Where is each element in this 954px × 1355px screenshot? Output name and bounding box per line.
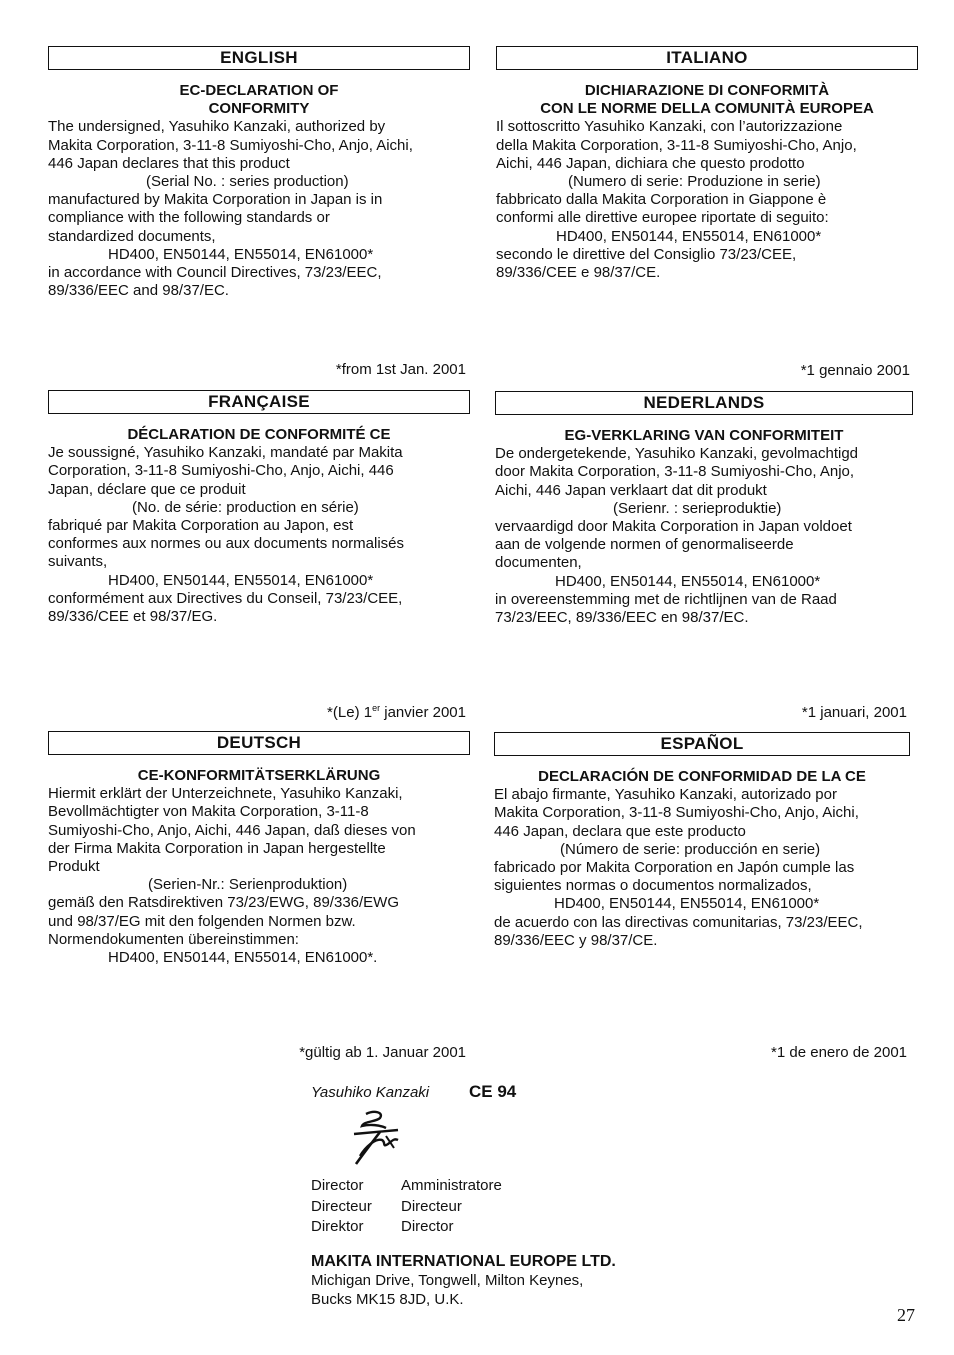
deutsch-standards: HD400, EN50144, EN55014, EN61000*.: [108, 949, 378, 967]
espanol-subtitle: DECLARACIÓN DE CONFORMIDAD DE LA CE: [538, 768, 866, 785]
company-name: MAKITA INTERNATIONAL EUROPE LTD.: [311, 1253, 616, 1270]
francaise-footnote-suffix: janvier 2001: [380, 704, 466, 721]
signatory-titles-right: Amministratore Directeur Director: [401, 1177, 502, 1235]
nederlands-paragraph-3: in overeenstemming met de richtlijnen van de Raad 73/23/EEC, 89/336/EEC en 98/37/EC.: [495, 590, 837, 627]
espanol-serial: (Número de serie: producción en serie): [560, 840, 821, 858]
nederlands-serial: (Serienr. : serieproduktie): [613, 499, 782, 517]
ce-mark: CE 94: [469, 1082, 517, 1101]
francaise-heading: FRANÇAISE: [48, 390, 470, 414]
deutsch-section: [48, 731, 470, 967]
espanol-footnote: *1 de enero de 2001: [771, 1044, 907, 1061]
signature-image: [336, 1108, 426, 1170]
italiano-paragraph-2: fabbricato dalla Makita Corporation in Giappone è conformi alle direttive europee riportate di seguito:: [496, 191, 829, 227]
nederlands-paragraph-2: vervaardigd door Makita Corporation in Japan voldoet aan de volgende normen of genormaliseerde documenten,: [495, 518, 852, 572]
francaise-footnote-superscript: er: [372, 703, 381, 713]
italiano-paragraph-3: secondo le direttive del Consiglio 73/23/CEE, 89/336/CEE e 98/37/CE.: [496, 245, 797, 282]
english-paragraph-1: The undersigned, Yasuhiko Kanzaki, authorized by Makita Corporation, 3-11-8 Sumiyoshi-Cho, Anjo, Aichi, 446 Japan declares that this product: [48, 118, 413, 172]
deutsch-paragraph-1: Hiermit erklärt der Unterzeichnete, Yasuhiko Kanzaki, Bevollmächtigter von Makita Corporation, 3-11-8 Sumiyoshi-Cho, Anjo, Aichi, 446 Japan, daß dieses von der Firma Makita Corporation in Japan hergestellte Produkt: [48, 785, 416, 876]
espanol-paragraph-3: de acuerdo con las directivas comunitarias, 73/23/EEC, 89/336/EEC y 98/37/CE.: [494, 913, 863, 949]
deutsch-footnote: *gültig ab 1. Januar 2001: [299, 1044, 466, 1061]
nederlands-section: [495, 391, 913, 627]
espanol-paragraph-1: El abajo firmante, Yasuhiko Kanzaki, autorizado por Makita Corporation, 3-11-8 Sumiyoshi-Cho, Anjo, Aichi, 446 Japan, declara que este producto: [494, 786, 859, 840]
deutsch-serial: (Serien-Nr.: Serienproduktion): [148, 876, 348, 894]
francaise-paragraph-3: conformément aux Directives du Conseil, 73/23/CEE, 89/336/CEE et 98/37/EG.: [48, 589, 403, 626]
francaise-standards: HD400, EN50144, EN55014, EN61000*: [108, 571, 374, 589]
english-paragraph-3: in accordance with Council Directives, 73/23/EEC, 89/336/EEC and 98/37/EC.: [48, 264, 382, 300]
italiano-standards: HD400, EN50144, EN55014, EN61000*: [556, 227, 822, 245]
italiano-heading: ITALIANO: [496, 46, 918, 70]
english-serial: (Serial No. : series production): [146, 173, 349, 191]
nederlands-heading: NEDERLANDS: [495, 391, 913, 415]
italiano-serial: (Numero di serie: Produzione in serie): [568, 173, 821, 191]
francaise-subtitle: DÉCLARATION DE CONFORMITÉ CE: [127, 426, 391, 443]
deutsch-paragraph-2: gemäß den Ratsdirektiven 73/23/EWG, 89/336/EWG und 98/37/EG mit den folgenden Normen bzw. Normendokumenten übereinstimmen:: [48, 894, 399, 948]
italiano-section: [496, 46, 918, 282]
espanol-standards: HD400, EN50144, EN55014, EN61000*: [554, 895, 820, 913]
italiano-subtitle: DICHIARAZIONE DI CONFORMITÀ CON LE NORME DELLA COMUNITÀ EUROPEA: [540, 82, 874, 118]
espanol-paragraph-2: fabricado por Makita Corporation en Japón cumple las siguientes normas o documentos normalizados,: [494, 859, 855, 895]
francaise-paragraph-2: fabriqué par Makita Corporation au Japon, est conformes aux normes ou aux documents normalisés suivants,: [48, 517, 405, 571]
company-address: Michigan Drive, Tongwell, Milton Keynes, Bucks MK15 8JD, U.K.: [311, 1272, 584, 1308]
english-subtitle: EC-DECLARATION OF CONFORMITY: [179, 82, 339, 118]
francaise-footnote-prefix: *(Le) 1: [327, 704, 373, 721]
english-paragraph-2: manufactured by Makita Corporation in Japan is in compliance with the following standards or standardized documents,: [48, 191, 383, 245]
nederlands-standards: HD400, EN50144, EN55014, EN61000*: [555, 572, 821, 590]
espanol-section: [494, 732, 910, 950]
english-footnote: *from 1st Jan. 2001: [335, 361, 466, 378]
signatory-name: Yasuhiko Kanzaki: [311, 1084, 430, 1101]
francaise-footnote: [327, 703, 466, 721]
deutsch-heading: DEUTSCH: [48, 731, 470, 755]
page-number: 27: [897, 1305, 915, 1325]
english-heading: ENGLISH: [48, 46, 470, 70]
francaise-paragraph-1: Je soussigné, Yasuhiko Kanzaki, mandaté par Makita Corporation, 3-11-8 Sumiyoshi-Cho, Anjo, Aichi, 446 Japan, déclare que ce produit: [48, 444, 403, 498]
nederlands-subtitle: EG-VERKLARING VAN CONFORMITEIT: [564, 427, 844, 444]
nederlands-footnote: *1 januari, 2001: [801, 704, 907, 721]
nederlands-paragraph-1: De ondergetekende, Yasuhiko Kanzaki, gevolmachtigd door Makita Corporation, 3-11-8 Sumiyoshi-Cho, Anjo, Aichi, 446 Japan verklaart dat dit produkt: [495, 445, 859, 499]
signatory-titles-left: Director Directeur Direktor: [311, 1177, 372, 1235]
english-standards: HD400, EN50144, EN55014, EN61000*: [108, 245, 374, 263]
francaise-section: [48, 390, 470, 626]
deutsch-subtitle: CE-KONFORMITÄTSERKLÄRUNG: [137, 767, 381, 784]
espanol-heading: ESPAÑOL: [494, 732, 910, 756]
english-section: [48, 46, 470, 300]
italiano-footnote: *1 gennaio 2001: [800, 362, 910, 379]
francaise-serial: (No. de série: production en série): [132, 498, 359, 516]
italiano-paragraph-1: Il sottoscritto Yasuhiko Kanzaki, con l’autorizzazione della Makita Corporation, 3-11-8 Sumiyoshi-Cho, Anjo, Aichi, 446 Japan, dichiara che questo prodotto: [496, 118, 857, 172]
